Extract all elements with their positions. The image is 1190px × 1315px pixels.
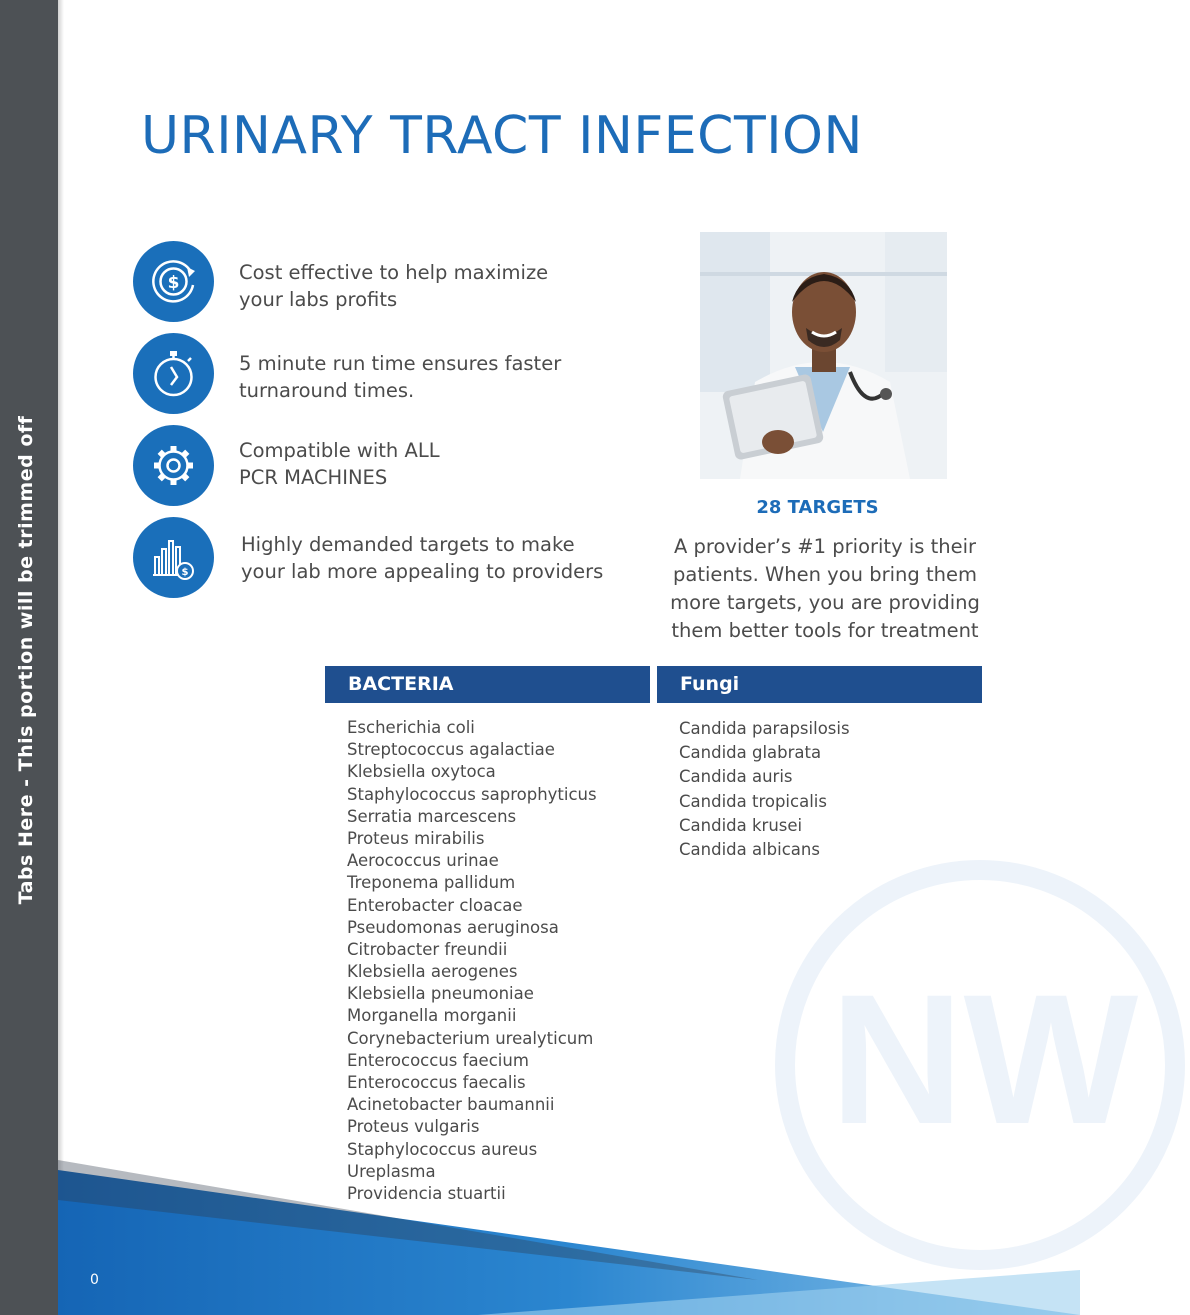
fungi-item: Candida parapsilosis	[679, 719, 850, 738]
feature-text-cost	[239, 259, 548, 313]
targets-line: them better tools for treatment	[671, 619, 979, 642]
feature-text-demanded	[241, 531, 603, 585]
feature-text-runtime	[239, 350, 561, 404]
bacteria-item: Enterococcus faecium	[347, 1050, 529, 1070]
feature-text-compatible	[239, 437, 440, 491]
watermark-text: NW	[830, 957, 1139, 1163]
page-number: 0	[90, 1272, 99, 1288]
targets-line: more targets, you are providing	[670, 591, 980, 614]
fungi-header: Fungi	[657, 666, 982, 703]
bacteria-item: Serratia marcescens	[347, 806, 517, 826]
feature-line: PCR MACHINES	[239, 466, 388, 489]
stopwatch-icon	[133, 333, 214, 414]
feature-line: turnaround times.	[239, 379, 415, 402]
svg-text:$: $	[167, 273, 180, 293]
feature-line: Compatible with ALL	[239, 439, 440, 462]
bacteria-item: Staphylococcus aureus	[347, 1139, 538, 1159]
bacteria-item: Acinetobacter baumannii	[347, 1095, 555, 1115]
side-tab	[0, 0, 58, 1315]
fungi-list	[679, 717, 850, 862]
bacteria-header: BACTERIA	[325, 666, 650, 703]
fungi-item: Candida krusei	[679, 815, 803, 835]
feature-line: your lab more appealing to providers	[241, 560, 604, 583]
fungi-item: Candida auris	[679, 767, 793, 787]
bar-chart-dollar-icon	[133, 517, 214, 598]
dollar-cycle-icon	[133, 241, 214, 322]
targets-description	[665, 533, 985, 645]
bacteria-item: Citrobacter freundii	[347, 939, 508, 959]
bacteria-item: Providencia stuartii	[347, 1183, 506, 1203]
fungi-item: Candida albicans	[679, 839, 820, 859]
bacteria-item: Klebsiella pneumoniae	[347, 984, 534, 1004]
bacteria-item: Enterobacter cloacae	[347, 895, 523, 915]
targets-line: patients. When you bring them	[673, 563, 977, 586]
bacteria-item: Klebsiella oxytoca	[347, 762, 496, 782]
gear-icon	[133, 425, 214, 506]
feature-line: your labs profits	[239, 288, 398, 311]
bacteria-item: Enterococcus faecalis	[347, 1073, 526, 1092]
side-tab-shadow	[58, 0, 64, 1315]
bacteria-item: Aerococcus urinae	[347, 851, 499, 871]
bacteria-item: Corynebacterium urealyticum	[347, 1028, 594, 1048]
bacteria-item: Escherichia coli	[347, 718, 475, 737]
page-title: URINARY TRACT INFECTION	[141, 106, 863, 166]
side-tab-label: Tabs Here - This portion will be trimmed off	[15, 415, 37, 905]
svg-text:$: $	[181, 567, 189, 578]
bacteria-item: Pseudomonas aeruginosa	[347, 917, 559, 937]
bacteria-list	[347, 717, 597, 1205]
bacteria-item: Proteus mirabilis	[347, 828, 485, 848]
bacteria-item: Treponema pallidum	[347, 873, 516, 893]
targets-line: A provider’s #1 priority is their	[673, 535, 977, 558]
bacteria-item: Ureplasma	[347, 1161, 436, 1181]
feature-line: Highly demanded targets to make	[241, 533, 575, 556]
bacteria-item: Morganella morganii	[347, 1006, 517, 1026]
targets-heading: 28 TARGETS	[756, 497, 879, 518]
doctor-photo	[700, 232, 947, 479]
fungi-item: Candida glabrata	[679, 743, 822, 763]
bacteria-item: Proteus vulgaris	[347, 1117, 480, 1137]
bacteria-item: Staphylococcus saprophyticus	[347, 784, 597, 804]
feature-line: 5 minute run time ensures faster	[239, 352, 562, 375]
fungi-item: Candida tropicalis	[679, 791, 827, 811]
bacteria-item: Streptococcus agalactiae	[347, 740, 555, 760]
feature-line: Cost effective to help maximize	[239, 261, 549, 284]
bacteria-item: Klebsiella aerogenes	[347, 962, 518, 982]
bottom-decorative-band	[58, 1160, 1080, 1315]
